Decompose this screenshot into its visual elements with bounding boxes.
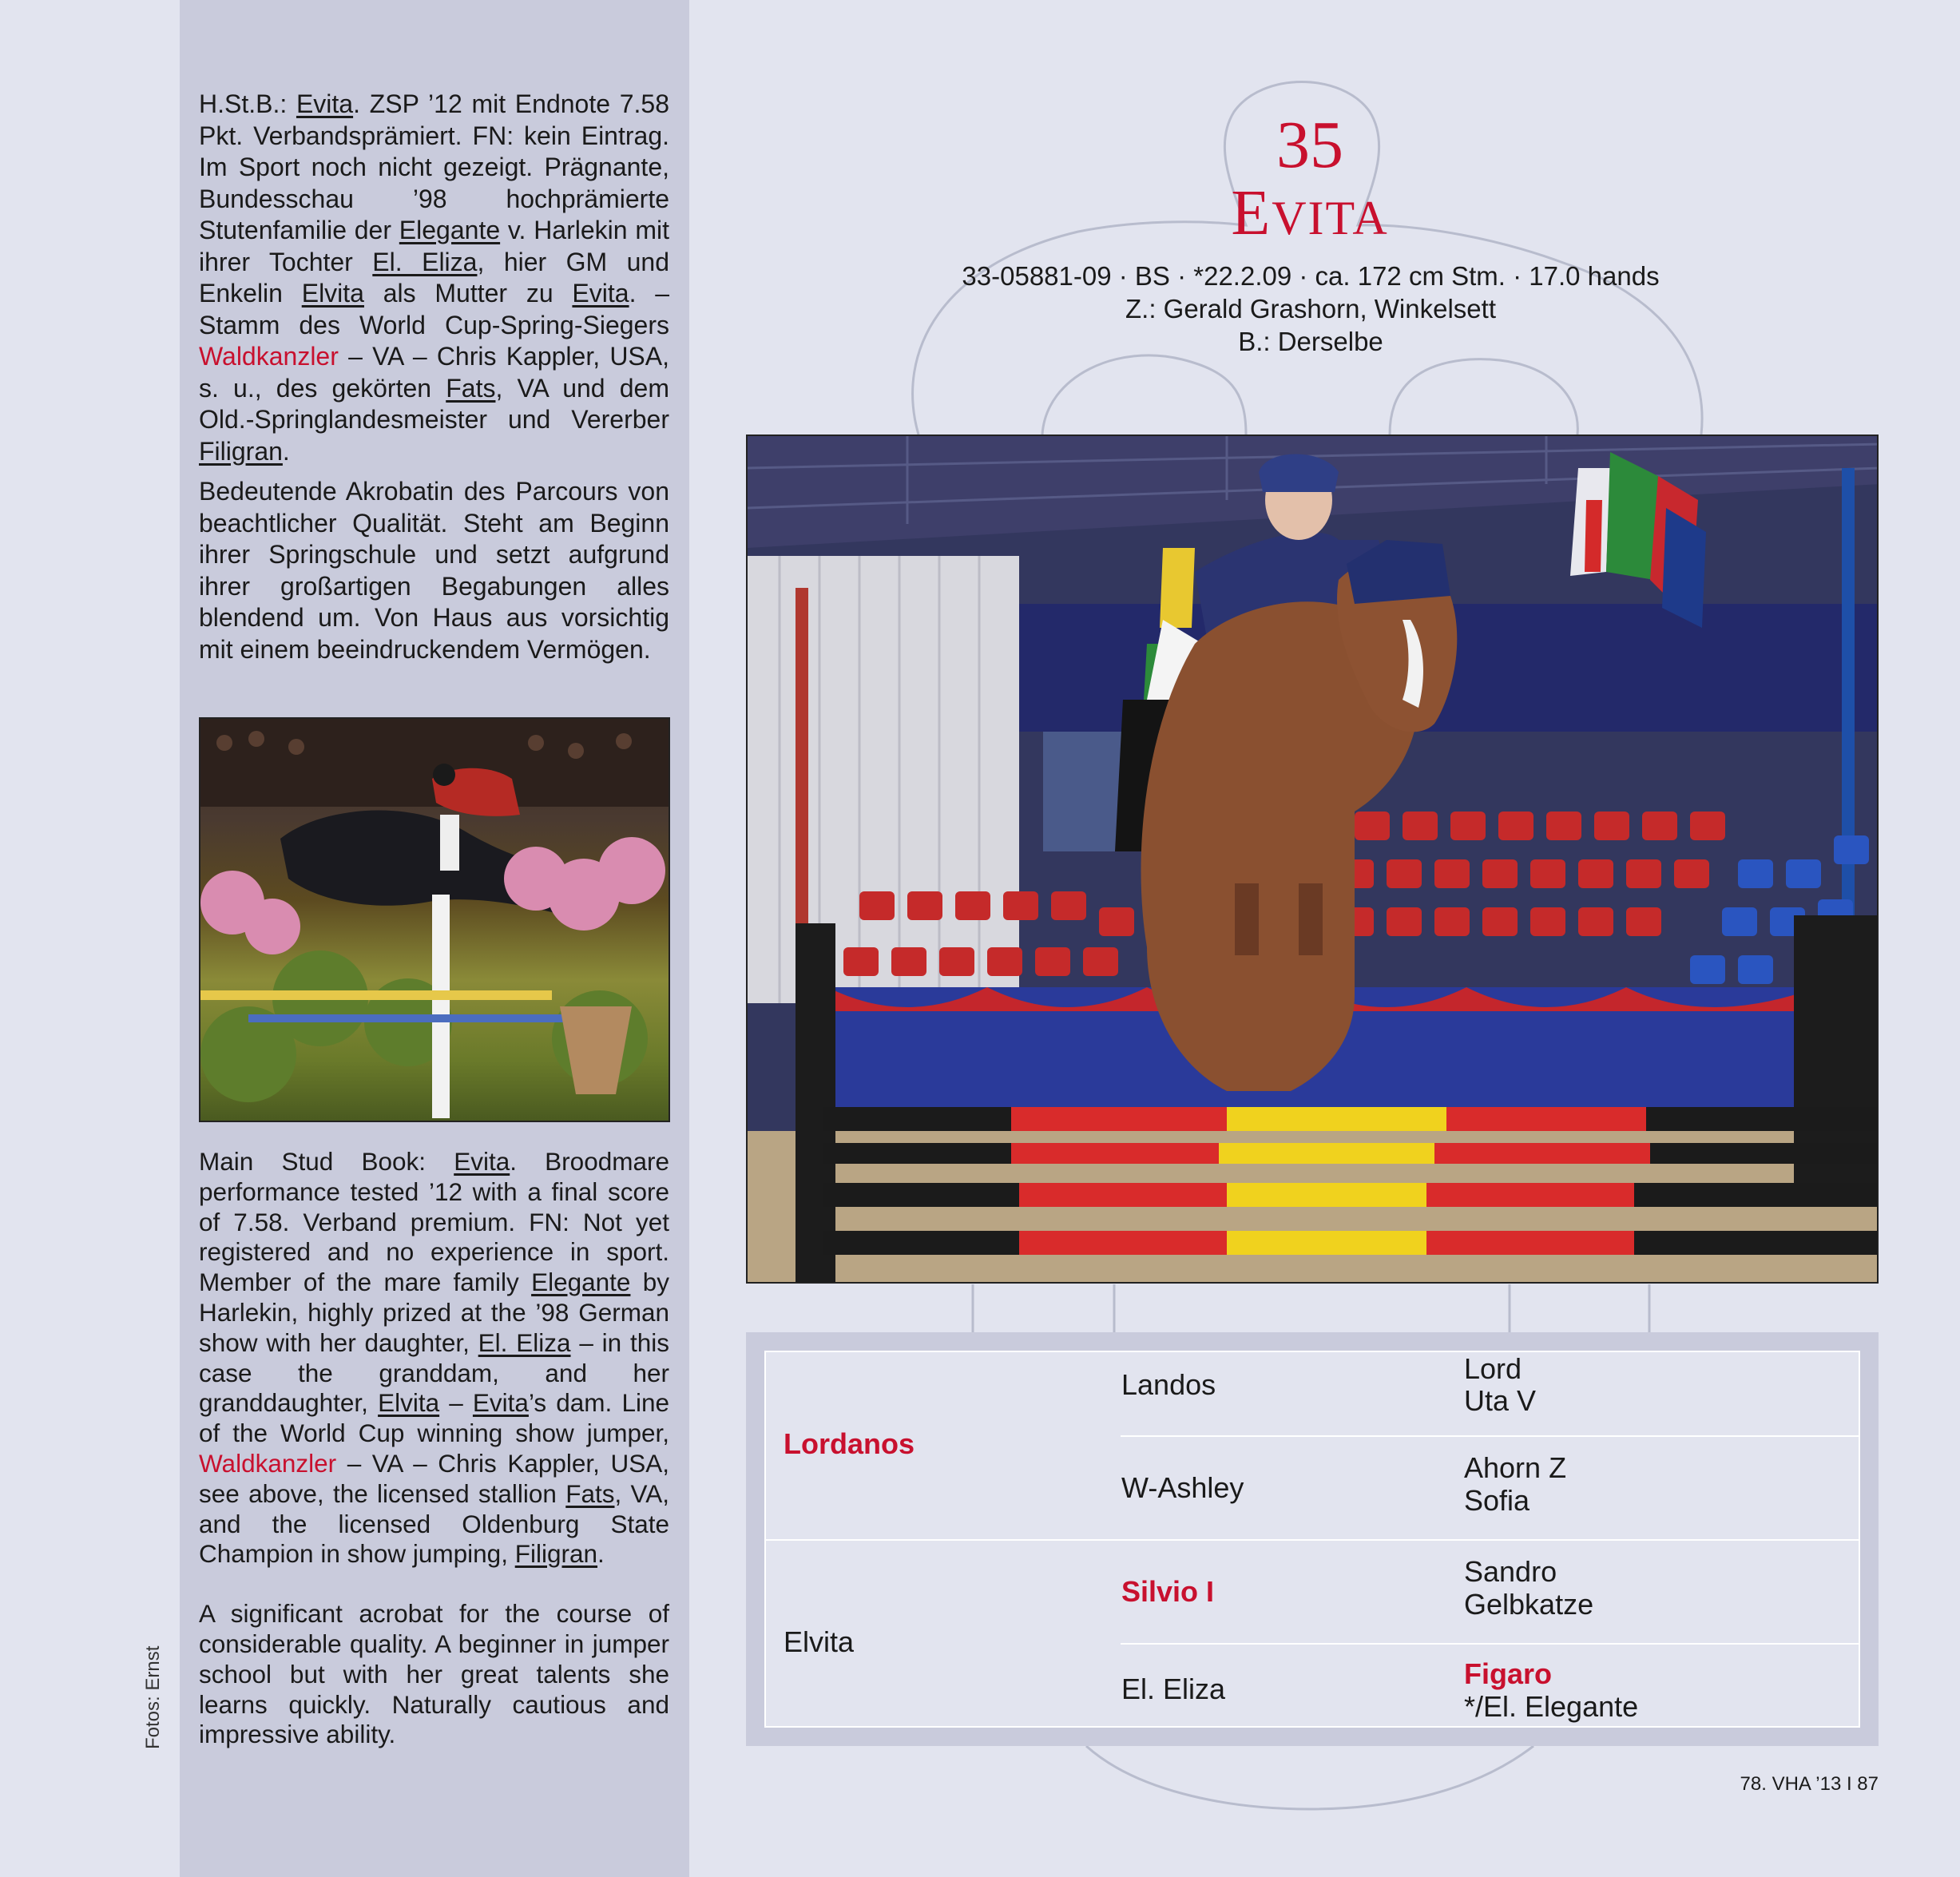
pedigree-sire: Lordanos	[784, 1427, 915, 1460]
horse-owner: B.: Derselbe	[1238, 327, 1383, 356]
english-description	[199, 1147, 669, 1750]
pedigree-dam-dam: El. Eliza	[1121, 1673, 1226, 1705]
pedigree-sire-dam: W-Ashley	[1121, 1471, 1244, 1504]
pedigree-sdd: Sofia	[1464, 1484, 1530, 1517]
pedigree-sds: Ahorn Z	[1464, 1451, 1567, 1484]
pedigree-divider	[1121, 1435, 1859, 1437]
english-paragraph-1: Main Stud Book: Evita. Broodmare performance tested ’12 with a final score of 7.58. Verband premium. FN: Not yet registered and no experience in sport. Member of the mare family Elegante by Harlekin, highly prized at the ’98 German show with her daughter, El. Eliza – in this case the granddam, and her granddaughter, Elvita – Evita’s dam. Line of the World Cup winning show jumper, Waldkanzler – VA – Chris Kappler, USA, see above, the licensed stallion Fats, VA, and the licensed Oldenburg State Champion in show jumping, Filigran.	[199, 1147, 669, 1569]
horse-breeder: Z.: Gerald Grashorn, Winkelsett	[1125, 294, 1496, 323]
photo-waldkanzler	[199, 717, 670, 1122]
pedigree-dam-sire: Silvio I	[1121, 1575, 1215, 1608]
pedigree-dsd: Gelbkatze	[1464, 1588, 1594, 1621]
horse-number: 35	[1276, 108, 1343, 182]
pedigree-divider	[1121, 1643, 1859, 1645]
pedigree-divider	[766, 1539, 1859, 1541]
horse-info-line-1: 33-05881-09 · BS · *22.2.09 · ca. 172 cm Stm. · 17.0 hands	[962, 261, 1660, 291]
pedigree-ssd: Uta V	[1464, 1384, 1537, 1417]
pedigree-dam: Elvita	[784, 1625, 855, 1658]
english-paragraph-2: A significant acrobat for the course of considerable quality. A beginner in jumper school but with her great talents she learns quickly. Naturally cautious and impressive ability.	[199, 1599, 669, 1749]
photo-credit: Fotos: Ernst	[142, 1645, 164, 1749]
pedigree-panel	[746, 1332, 1879, 1746]
german-paragraph-1: H.St.B.: Evita. ZSP ’12 mit Endnote 7.58 Pkt. Verbandsprämiert. FN: kein Eintrag. Im Sport noch nicht gezeigt. Prägnante, Bundesschau ’98 hochprämierte Stutenfamilie der Elegante v. Harlekin mit ihrer Tochter El. Eliza, hier GM und Enkelin Elvita als Mutter zu Evita. – Stamm des World Cup-Spring-Siegers Waldkanzler – VA – Chris Kappler, USA, s. u., des gekörten Fats, VA und dem Old.-Springlandesmeister und Vererber Filigran.	[199, 89, 670, 466]
german-paragraph-2: Bedeutende Akrobatin des Parcours von beachtlicher Qualität. Steht am Beginn ihrer Springschule und setzt aufgrund ihrer großartigen Begabungen alles blendend um. Von Haus aus vorsichtig mit einem beeindruckendem Vermögen.	[199, 477, 669, 664]
photo-evita-jumping	[746, 435, 1879, 1284]
horse-name: EVITA	[1231, 178, 1389, 248]
pedigree-sire-sire: Landos	[1121, 1368, 1216, 1401]
page-number: 78. VHA ’13 I 87	[1740, 1773, 1879, 1795]
pedigree-dss: Sandro	[1464, 1555, 1557, 1588]
pedigree-table	[764, 1351, 1860, 1728]
pedigree-sss: Lord	[1464, 1352, 1522, 1385]
pedigree-dds: Figaro	[1464, 1657, 1553, 1690]
pedigree-ddd: */El. Elegante	[1464, 1690, 1639, 1723]
